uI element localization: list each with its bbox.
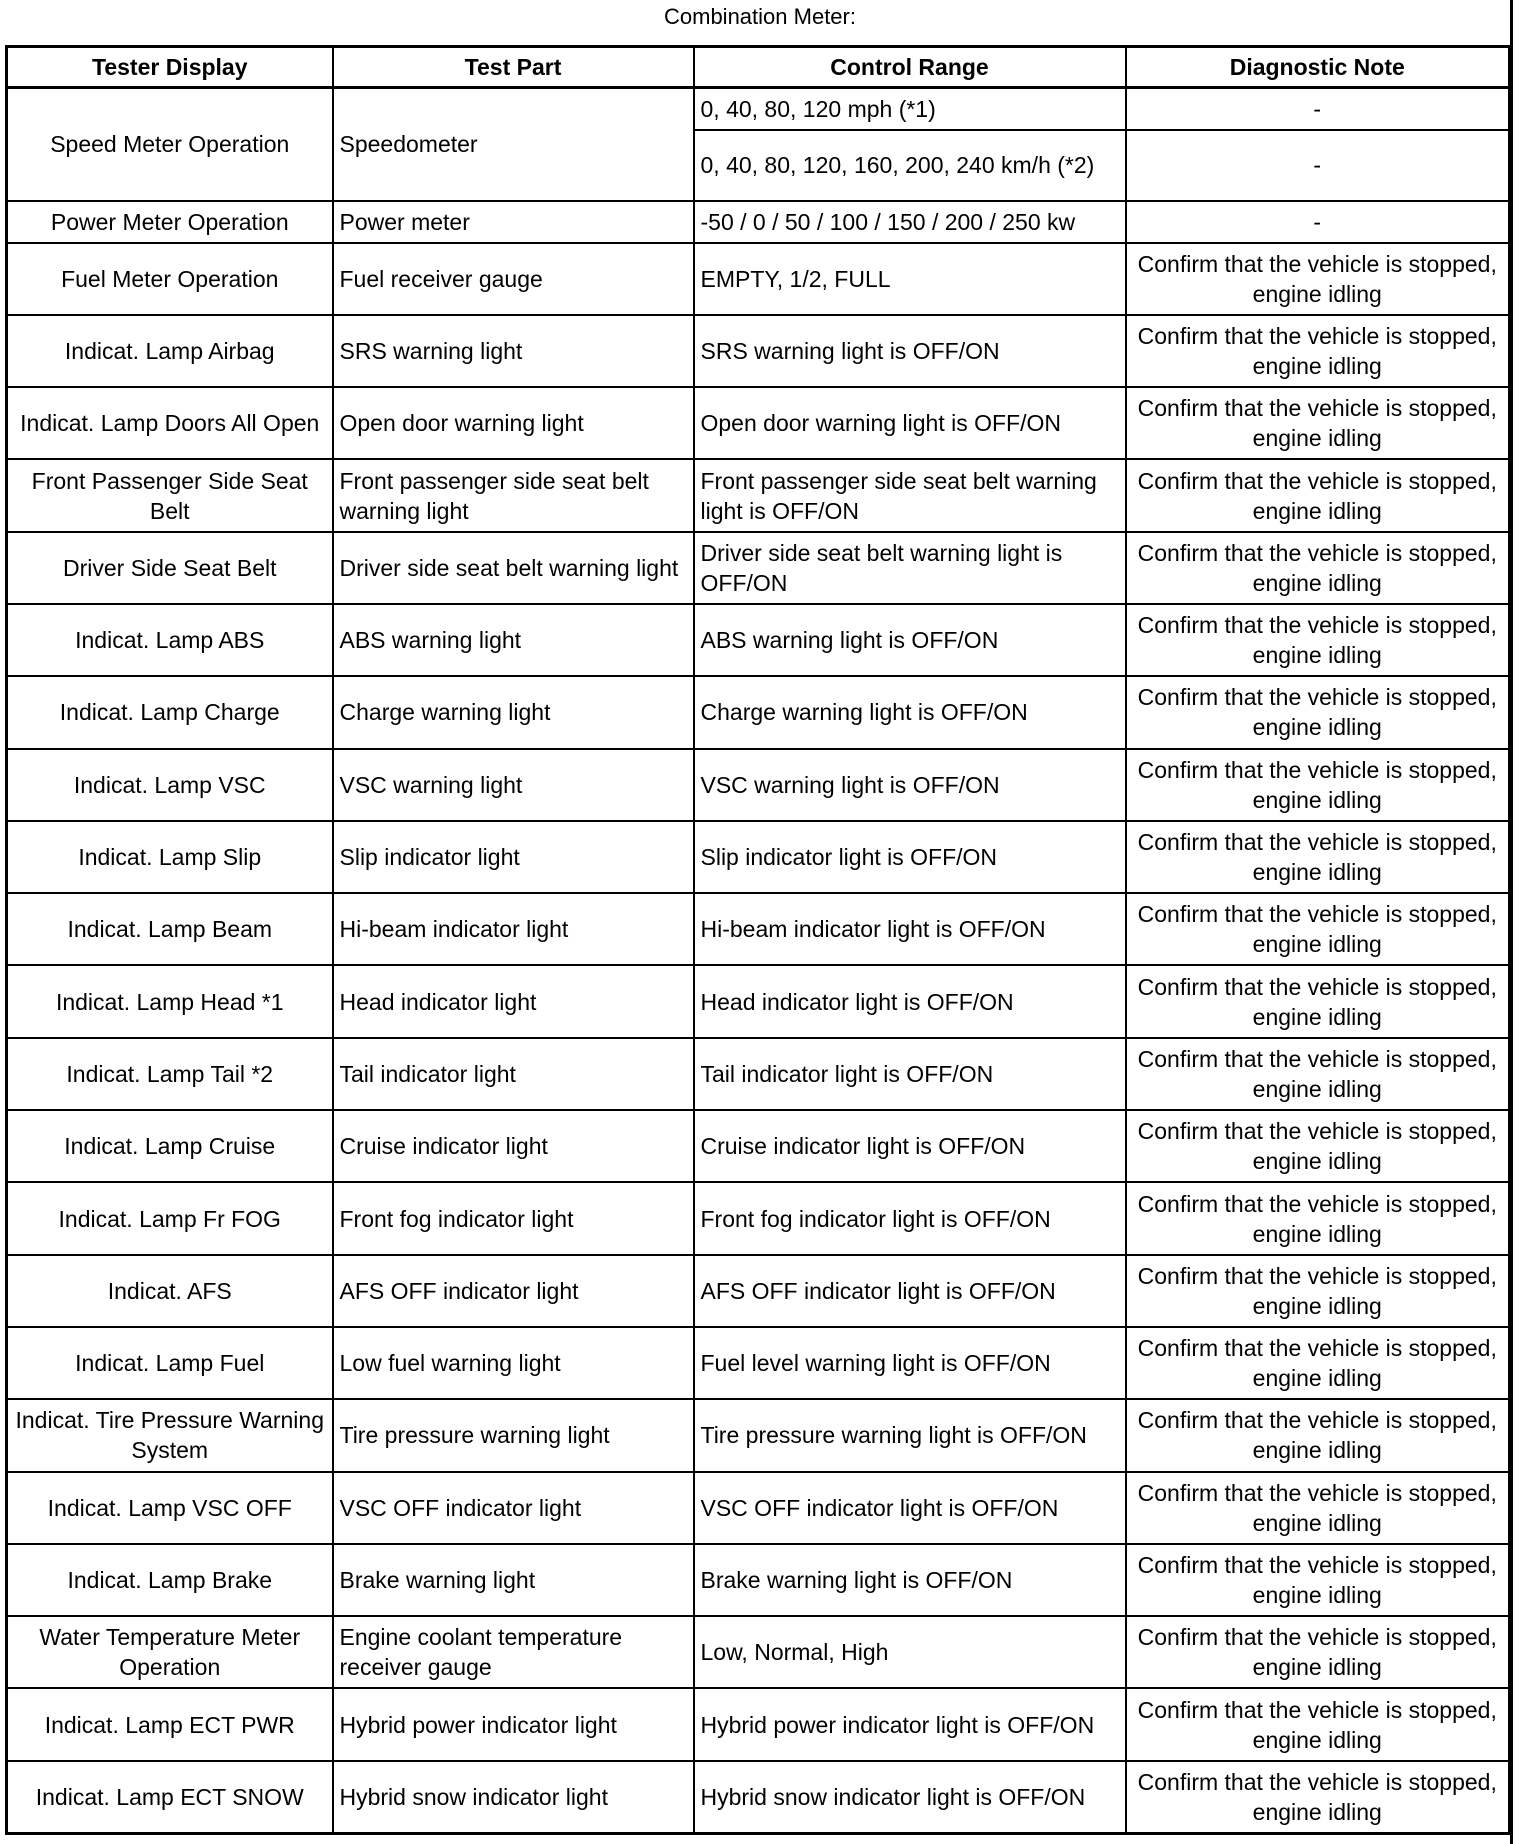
cell-tester-display: Indicat. Lamp Cruise xyxy=(7,1110,333,1182)
table-row xyxy=(7,201,1510,243)
header-row xyxy=(7,47,1510,88)
cell-tester-display: Power Meter Operation xyxy=(7,201,333,243)
cell-test-part: Low fuel warning light xyxy=(333,1327,694,1399)
cell-control-range: ABS warning light is OFF/ON xyxy=(694,604,1126,676)
cell-test-part: Tail indicator light xyxy=(333,1038,694,1110)
header-control-range: Control Range xyxy=(694,47,1126,88)
cell-test-part: VSC warning light xyxy=(333,749,694,821)
cell-tester-display: Driver Side Seat Belt xyxy=(7,532,333,604)
cell-diagnostic-note: Confirm that the vehicle is stopped, engine idling xyxy=(1126,1472,1510,1544)
table-row xyxy=(7,88,1510,130)
cell-tester-display: Indicat. Lamp Doors All Open xyxy=(7,387,333,459)
cell-test-part: Front passenger side seat belt warning light xyxy=(333,459,694,531)
table-row xyxy=(7,1472,1510,1544)
table-row xyxy=(7,1255,1510,1327)
cell-control-range: 0, 40, 80, 120, 160, 200, 240 km/h (*2) xyxy=(694,130,1126,201)
cell-tester-display: Indicat. Lamp VSC OFF xyxy=(7,1472,333,1544)
table-row xyxy=(7,459,1510,531)
cell-diagnostic-note: Confirm that the vehicle is stopped, engine idling xyxy=(1126,893,1510,965)
table-body xyxy=(7,88,1510,1834)
cell-control-range: VSC OFF indicator light is OFF/ON xyxy=(694,1472,1126,1544)
cell-tester-display: Indicat. Lamp Tail *2 xyxy=(7,1038,333,1110)
cell-control-range: SRS warning light is OFF/ON xyxy=(694,315,1126,387)
cell-diagnostic-note: Confirm that the vehicle is stopped, engine idling xyxy=(1126,1038,1510,1110)
cell-control-range: Hybrid power indicator light is OFF/ON xyxy=(694,1688,1126,1760)
cell-tester-display: Indicat. Lamp Slip xyxy=(7,821,333,893)
cell-test-part: Brake warning light xyxy=(333,1544,694,1616)
cell-test-part: Hybrid power indicator light xyxy=(333,1688,694,1760)
cell-tester-display: Water Temperature Meter Operation xyxy=(7,1616,333,1688)
table-row xyxy=(7,243,1510,315)
cell-test-part: Driver side seat belt warning light xyxy=(333,532,694,604)
cell-tester-display: Indicat. Tire Pressure Warning System xyxy=(7,1399,333,1471)
table-row xyxy=(7,893,1510,965)
table-row xyxy=(7,965,1510,1037)
table-row xyxy=(7,1688,1510,1760)
header-diagnostic-note: Diagnostic Note xyxy=(1126,47,1510,88)
table-row xyxy=(7,315,1510,387)
cell-tester-display: Indicat. Lamp Brake xyxy=(7,1544,333,1616)
table-row xyxy=(7,1616,1510,1688)
header-tester-display: Tester Display xyxy=(7,47,333,88)
cell-control-range: Tire pressure warning light is OFF/ON xyxy=(694,1399,1126,1471)
table-header xyxy=(7,47,1510,88)
cell-control-range: Cruise indicator light is OFF/ON xyxy=(694,1110,1126,1182)
cell-diagnostic-note: - xyxy=(1126,130,1510,201)
cell-tester-display: Indicat. Lamp ABS xyxy=(7,604,333,676)
cell-control-range: Tail indicator light is OFF/ON xyxy=(694,1038,1126,1110)
cell-test-part: Power meter xyxy=(333,201,694,243)
cell-tester-display: Indicat. Lamp ECT PWR xyxy=(7,1688,333,1760)
cell-diagnostic-note: Confirm that the vehicle is stopped, engine idling xyxy=(1126,1616,1510,1688)
cell-test-part: VSC OFF indicator light xyxy=(333,1472,694,1544)
table-row xyxy=(7,1399,1510,1471)
table-caption: Combination Meter: xyxy=(664,4,856,29)
cell-control-range: Slip indicator light is OFF/ON xyxy=(694,821,1126,893)
cell-test-part: Head indicator light xyxy=(333,965,694,1037)
cell-test-part: Fuel receiver gauge xyxy=(333,243,694,315)
cell-test-part: Hi-beam indicator light xyxy=(333,893,694,965)
cell-diagnostic-note: Confirm that the vehicle is stopped, engine idling xyxy=(1126,1688,1510,1760)
cell-control-range: Fuel level warning light is OFF/ON xyxy=(694,1327,1126,1399)
cell-control-range: AFS OFF indicator light is OFF/ON xyxy=(694,1255,1126,1327)
table-row xyxy=(7,821,1510,893)
cell-control-range: -50 / 0 / 50 / 100 / 150 / 200 / 250 kw xyxy=(694,201,1126,243)
cell-diagnostic-note: Confirm that the vehicle is stopped, engine idling xyxy=(1126,821,1510,893)
cell-diagnostic-note: Confirm that the vehicle is stopped, engine idling xyxy=(1126,459,1510,531)
cell-control-range: VSC warning light is OFF/ON xyxy=(694,749,1126,821)
cell-tester-display: Indicat. Lamp ECT SNOW xyxy=(7,1761,333,1833)
cell-tester-display: Front Passenger Side Seat Belt xyxy=(7,459,333,531)
cell-diagnostic-note: - xyxy=(1126,88,1510,130)
cell-diagnostic-note: Confirm that the vehicle is stopped, engine idling xyxy=(1126,1399,1510,1471)
cell-control-range: Front fog indicator light is OFF/ON xyxy=(694,1182,1126,1254)
cell-diagnostic-note: Confirm that the vehicle is stopped, engine idling xyxy=(1126,1255,1510,1327)
table-row xyxy=(7,1327,1510,1399)
cell-tester-display: Indicat. Lamp VSC xyxy=(7,749,333,821)
cell-tester-display: Indicat. Lamp Charge xyxy=(7,676,333,748)
cell-control-range: Low, Normal, High xyxy=(694,1616,1126,1688)
cell-tester-display: Indicat. Lamp Fuel xyxy=(7,1327,333,1399)
cell-tester-display: Indicat. Lamp Airbag xyxy=(7,315,333,387)
cell-test-part: Cruise indicator light xyxy=(333,1110,694,1182)
cell-diagnostic-note: Confirm that the vehicle is stopped, engine idling xyxy=(1126,243,1510,315)
cell-diagnostic-note: Confirm that the vehicle is stopped, engine idling xyxy=(1126,749,1510,821)
cell-control-range: Charge warning light is OFF/ON xyxy=(694,676,1126,748)
cell-diagnostic-note: Confirm that the vehicle is stopped, engine idling xyxy=(1126,1182,1510,1254)
cell-diagnostic-note: Confirm that the vehicle is stopped, engine idling xyxy=(1126,1110,1510,1182)
cell-test-part: Charge warning light xyxy=(333,676,694,748)
cell-diagnostic-note: - xyxy=(1126,201,1510,243)
cell-diagnostic-note: Confirm that the vehicle is stopped, engine idling xyxy=(1126,387,1510,459)
table-row xyxy=(7,532,1510,604)
cell-diagnostic-note: Confirm that the vehicle is stopped, engine idling xyxy=(1126,604,1510,676)
cell-tester-display: Indicat. Lamp Head *1 xyxy=(7,965,333,1037)
table-row xyxy=(7,1761,1510,1833)
cell-control-range: Hi-beam indicator light is OFF/ON xyxy=(694,893,1126,965)
cell-control-range: Driver side seat belt warning light is OFF/ON xyxy=(694,532,1126,604)
combination-meter-table xyxy=(5,45,1511,1835)
cell-test-part: Engine coolant temperature receiver gauge xyxy=(333,1616,694,1688)
cell-diagnostic-note: Confirm that the vehicle is stopped, engine idling xyxy=(1126,1544,1510,1616)
cell-control-range: EMPTY, 1/2, FULL xyxy=(694,243,1126,315)
cell-diagnostic-note: Confirm that the vehicle is stopped, engine idling xyxy=(1126,532,1510,604)
cell-tester-display: Indicat. Lamp Fr FOG xyxy=(7,1182,333,1254)
cell-control-range: Brake warning light is OFF/ON xyxy=(694,1544,1126,1616)
table-row xyxy=(7,604,1510,676)
table-row xyxy=(7,1182,1510,1254)
table-row xyxy=(7,1544,1510,1616)
cell-tester-display: Fuel Meter Operation xyxy=(7,243,333,315)
cell-control-range: Front passenger side seat belt warning light is OFF/ON xyxy=(694,459,1126,531)
cell-test-part: SRS warning light xyxy=(333,315,694,387)
cell-test-part: Tire pressure warning light xyxy=(333,1399,694,1471)
cell-tester-display: Speed Meter Operation xyxy=(7,88,333,201)
cell-diagnostic-note: Confirm that the vehicle is stopped, engine idling xyxy=(1126,965,1510,1037)
cell-tester-display: Indicat. Lamp Beam xyxy=(7,893,333,965)
cell-test-part: Slip indicator light xyxy=(333,821,694,893)
cell-test-part: Open door warning light xyxy=(333,387,694,459)
cell-control-range: Head indicator light is OFF/ON xyxy=(694,965,1126,1037)
cell-test-part: Hybrid snow indicator light xyxy=(333,1761,694,1833)
table-row xyxy=(7,749,1510,821)
cell-test-part: AFS OFF indicator light xyxy=(333,1255,694,1327)
cell-diagnostic-note: Confirm that the vehicle is stopped, engine idling xyxy=(1126,1761,1510,1833)
cell-test-part: Speedometer xyxy=(333,88,694,201)
cell-diagnostic-note: Confirm that the vehicle is stopped, engine idling xyxy=(1126,315,1510,387)
cell-control-range: 0, 40, 80, 120 mph (*1) xyxy=(694,88,1126,130)
cell-tester-display: Indicat. AFS xyxy=(7,1255,333,1327)
header-test-part: Test Part xyxy=(333,47,694,88)
table-row xyxy=(7,387,1510,459)
table-row xyxy=(7,1110,1510,1182)
table-row xyxy=(7,676,1510,748)
cell-control-range: Open door warning light is OFF/ON xyxy=(694,387,1126,459)
table-row xyxy=(7,1038,1510,1110)
cell-test-part: ABS warning light xyxy=(333,604,694,676)
cell-test-part: Front fog indicator light xyxy=(333,1182,694,1254)
cell-control-range: Hybrid snow indicator light is OFF/ON xyxy=(694,1761,1126,1833)
cell-diagnostic-note: Confirm that the vehicle is stopped, engine idling xyxy=(1126,1327,1510,1399)
cell-diagnostic-note: Confirm that the vehicle is stopped, engine idling xyxy=(1126,676,1510,748)
